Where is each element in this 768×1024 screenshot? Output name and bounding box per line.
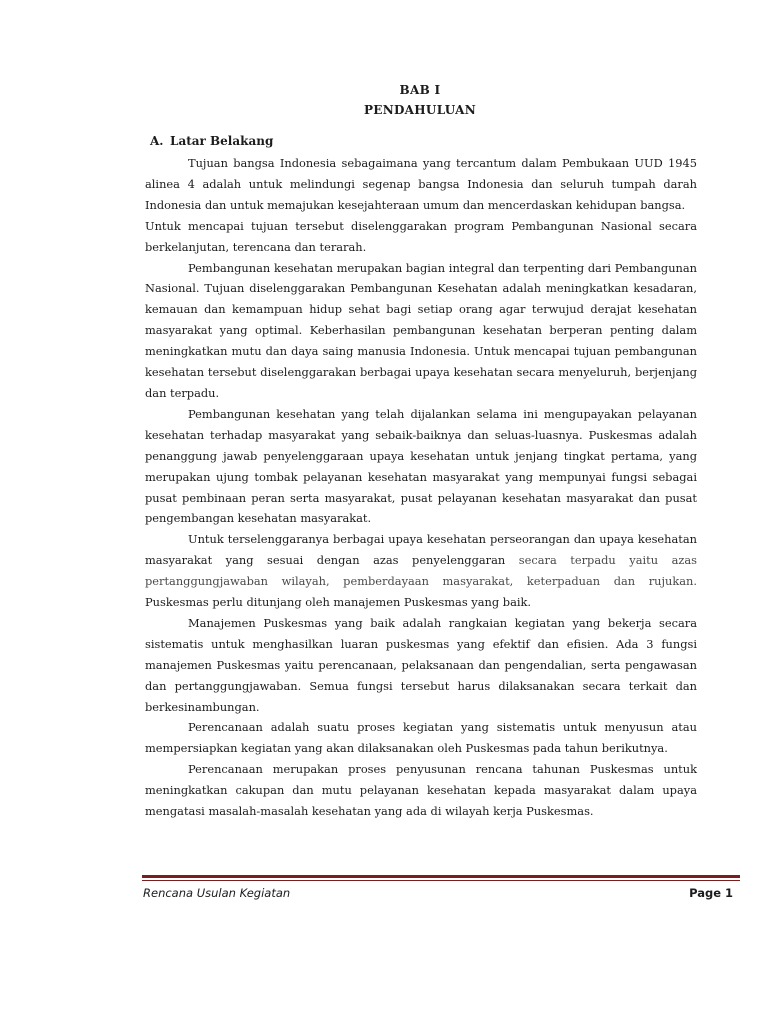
- paragraph: Manajemen Puskesmas yang baik adalah rangkaian kegiatan yang bekerja secara sistematis untuk menghasilkan luaran puskesmas yang efektif dan efisien. Ada 3 fungsi manajemen Puskesmas yaitu perencanaan, pelaksanaan dan pengendalian, serta pengawasan dan pertanggungjawaban. Semua fungsi tersebut harus dilaksanakan secara terkait dan berkesinambungan.: [145, 615, 697, 714]
- paragraph: Perencanaan adalah suatu proses kegiatan yang sistematis untuk menyusun atau mempersiapkan kegiatan yang akan dilaksanakan oleh Puskesmas pada tahun berikutnya.: [145, 720, 697, 756]
- footer-page-number: Page 1: [689, 886, 733, 900]
- paragraph-part: Untuk terselenggaranya berbagai upaya kesehatan perseorangan dan upaya kesehatan masyarakat yang sesuai dengan azas penyelenggaran: [145, 532, 697, 568]
- footer-document-title: Rencana Usulan Kegiatan: [143, 886, 291, 900]
- paragraph: Untuk mencapai tujuan tersebut diselenggarakan program Pembangunan Nasional secara berkelanjutan, terencana dan terarah.: [145, 218, 697, 254]
- paragraph: Tujuan bangsa Indonesia sebagaimana yang tercantum dalam Pembukaan UUD 1945 alinea 4 adalah untuk melindungi segenap bangsa Indonesia dan seluruh tumpah darah Indonesia dan untuk memajukan kesejahteraan umum dan mencerdaskan kehidupan bangsa.: [145, 156, 697, 212]
- section-title: Latar Belakang: [170, 134, 274, 148]
- paragraph-part: Puskesmas perlu ditunjang oleh manajemen Puskesmas yang baik.: [145, 595, 532, 610]
- paragraph: Pembangunan kesehatan yang telah dijalankan selama ini mengupayakan pelayanan kesehatan terhadap masyarakat yang sebaik-baiknya dan seluas-luasnya. Puskesmas adalah penanggung jawab penyelenggaraan upaya kesehatan untuk jenjang tingkat pertama, yang merupakan ujung tombak pelayanan kesehatan masyarakat yang mempunyai fungsi sebagai pusat pembinaan peran serta masyarakat, pusat pelayanan kesehatan masyarakat dan pusat pengembangan kesehatan masyarakat.: [145, 406, 697, 526]
- section-marker: A.: [150, 134, 164, 148]
- section-heading: [150, 131, 273, 151]
- paragraph: Perencanaan merupakan proses penyusunan rencana tahunan Puskesmas untuk meningkatkan cakupan dan mutu pelayanan kesehatan kepada masyarakat dalam upaya mengatasi masalah-masalah kesehatan yang ada di wilayah kerja Puskesmas.: [145, 762, 697, 819]
- chapter-title: PENDAHULUAN: [363, 103, 477, 117]
- footer-rule-thin: [142, 880, 740, 881]
- footer-rule: [142, 875, 740, 878]
- paragraph: [145, 529, 697, 613]
- paragraph: Pembangunan kesehatan merupakan bagian integral dan terpenting dari Pembangunan Nasional. Tujuan diselenggarakan Pembangunan Kesehatan adalah meningkatkan kesadaran, kemauan dan kemampuan hidup sehat bagi setiap orang agar terwujud derajat kesehatan masyarakat yang optimal. Keberhasilan pembangunan kesehatan berperan penting dalam meningkatkan mutu dan daya saing manusia Indonesia. Untuk mencapai tujuan pembangunan kesehatan tersebut diselenggarakan berbagai upaya kesehatan secara menyeluruh, berjenjang dan terpadu.: [145, 260, 697, 400]
- paragraph-part-highlight: secara terpadu yaitu azas pertanggungjawaban wilayah, pemberdayaan masyarakat, keterpaduan dan rujukan.: [145, 553, 697, 589]
- body-text: [145, 153, 697, 822]
- chapter-number: BAB I: [399, 83, 441, 97]
